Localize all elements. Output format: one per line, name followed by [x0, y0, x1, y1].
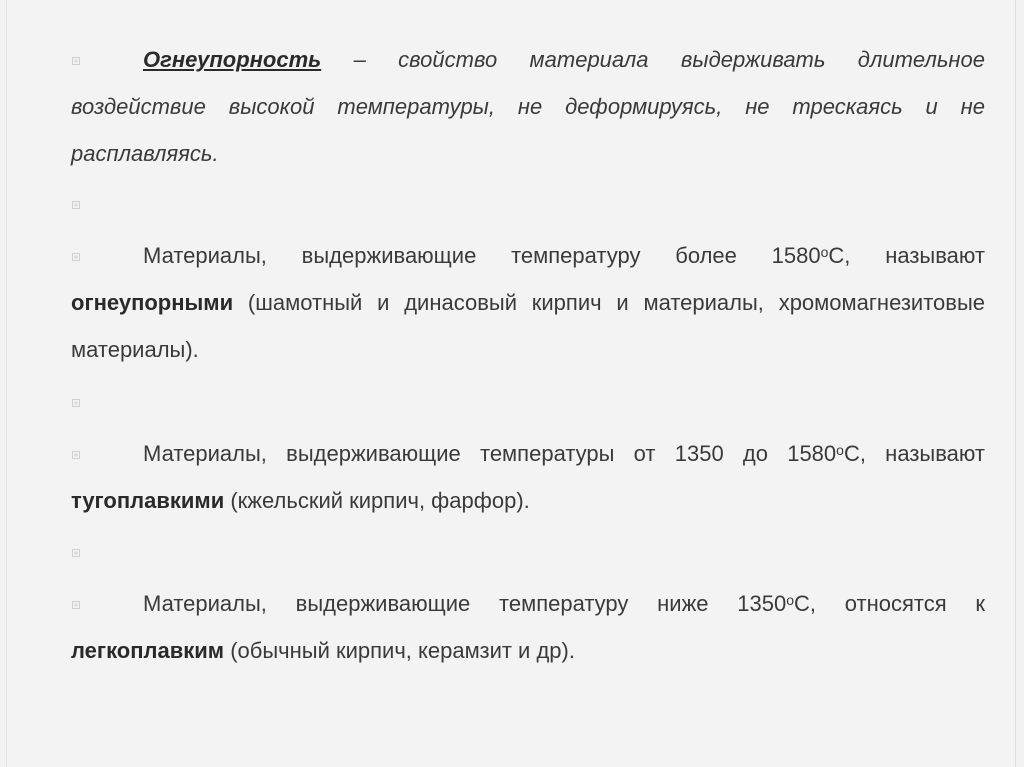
term-low-melting: легкоплавким [71, 638, 225, 663]
degree-sign: о [786, 592, 795, 608]
paragraph-text: С, относятся к [794, 591, 985, 616]
term-refractory: огнеупорными [71, 290, 234, 315]
paragraph-text: Материалы, выдерживающие температуру ниже 1350 [143, 591, 787, 616]
paragraph-text: С, называют [828, 243, 986, 268]
degree-sign: о [820, 244, 829, 260]
paragraph-text: (шамотный и динасовый кирпич и материалы, хромомагнезитовые материалы). [71, 290, 985, 362]
paragraph-text: Материалы, выдерживающие температуры от 1350 до 1580 [143, 441, 837, 466]
slide-content-area [6, 0, 1016, 767]
paragraph-text: – свойство материала выдерживать длительное воздействие высокой температуры, не деформируясь, не трескаясь и не расплавляясь. [71, 47, 985, 166]
bullet-icon [71, 398, 81, 408]
paragraph-low-melting-materials [71, 580, 985, 674]
term-refractoriness: Огнеупорность [143, 47, 322, 72]
paragraph-refractoriness-definition [71, 36, 985, 177]
bullet-icon [71, 548, 81, 558]
degree-sign: о [836, 442, 844, 458]
paragraph-text: Материалы, выдерживающие температуру более 1580 [143, 243, 821, 268]
paragraph-refractory-materials [71, 232, 985, 373]
paragraph-high-melting-materials [71, 430, 985, 524]
bullet-icon [71, 200, 81, 210]
term-high-melting: тугоплавкими [71, 488, 225, 513]
paragraph-text: С, называют [843, 441, 985, 466]
paragraph-text: (кжельский кирпич, фарфор). [224, 488, 530, 513]
paragraph-text: (обычный кирпич, керамзит и др). [224, 638, 575, 663]
